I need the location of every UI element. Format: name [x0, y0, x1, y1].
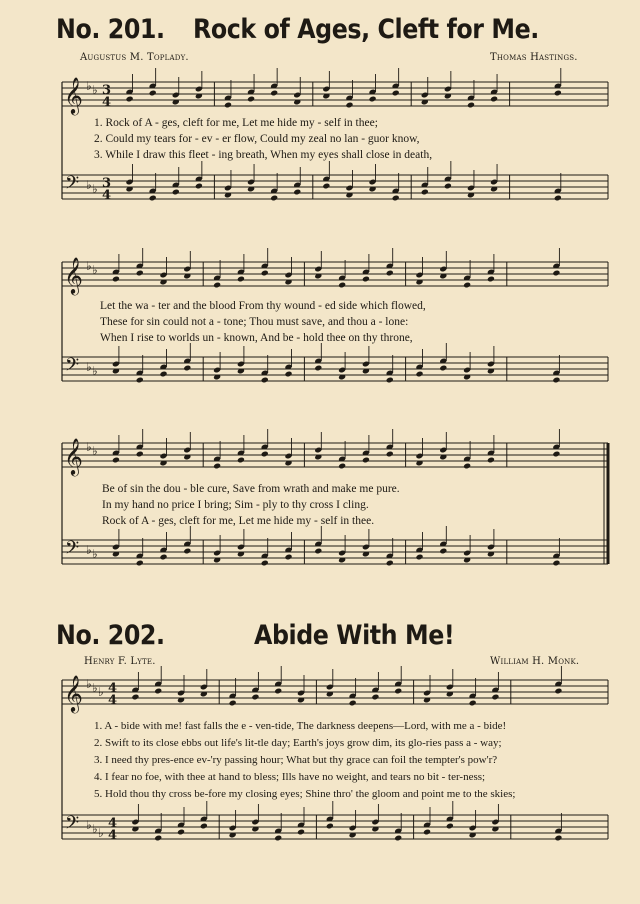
- note-head: [261, 270, 269, 277]
- lyric-line: Be of sin the dou - ble cure, Save from wrath and make me pure.: [102, 483, 400, 495]
- hymn-number: No. 201.: [56, 14, 165, 45]
- time-signature: 4: [108, 681, 118, 696]
- treble-clef: 𝄞: [64, 674, 83, 712]
- note-head: [274, 835, 282, 842]
- time-signature: 3: [102, 176, 112, 191]
- note-head: [314, 365, 322, 372]
- note-head: [261, 560, 269, 567]
- bass-clef: 𝄢: [65, 813, 80, 838]
- note-head: [469, 700, 477, 707]
- flat-sign: ♭: [86, 360, 92, 374]
- note-head: [183, 365, 191, 372]
- note-head: [463, 282, 471, 289]
- note-head: [491, 694, 499, 701]
- note-head: [177, 829, 185, 836]
- hymn-number: No. 202.: [56, 620, 165, 651]
- note-head: [112, 276, 120, 283]
- lyric-line: When I rise to worlds un - known, And be - hold thee on thy throne,: [100, 332, 413, 344]
- note-head: [126, 96, 134, 103]
- note-head: [423, 829, 431, 836]
- treble-clef: 𝄞: [64, 76, 83, 114]
- flat-sign: ♭: [92, 681, 98, 695]
- note-head: [224, 102, 232, 109]
- note-head: [392, 195, 400, 202]
- note-head: [552, 270, 560, 277]
- time-signature: 4: [102, 188, 112, 203]
- flat-sign: ♭: [86, 543, 92, 557]
- note-head: [261, 377, 269, 384]
- note-head: [270, 195, 278, 202]
- time-signature: 4: [108, 693, 118, 708]
- note-head: [136, 377, 144, 384]
- note-head: [154, 835, 162, 842]
- lyric-line: 3. While I draw this fleet - ing breath, When my eyes shall close in death,: [94, 149, 433, 161]
- note-head: [159, 554, 167, 561]
- note-head: [293, 189, 301, 196]
- note-head: [284, 371, 292, 378]
- flat-sign: ♭: [98, 826, 104, 840]
- note-head: [159, 371, 167, 378]
- note-head: [446, 823, 454, 830]
- note-head: [200, 823, 208, 830]
- time-signature: 4: [108, 828, 118, 843]
- note-head: [386, 377, 394, 384]
- treble-clef: 𝄞: [64, 256, 83, 294]
- lyric-line: 1. A - bide with me! fast falls the e - ven-tide, The darkness deepens—Lord, with me a - bide!: [94, 720, 507, 732]
- lyricist-credit: Henry F. Lyte.: [84, 656, 156, 667]
- note-head: [439, 365, 447, 372]
- hymn-title: Abide With Me!: [254, 620, 455, 651]
- lyric-line: 3. I need thy pres-ence ev-'ry passing hour; What but thy grace can foil the tempter's pow'r?: [94, 754, 498, 766]
- flat-sign: ♭: [92, 83, 98, 97]
- note-head: [149, 195, 157, 202]
- lyric-line: In my hand no price I bring; Sim - ply to thy cross I cling.: [102, 499, 369, 511]
- composer-credit: William H. Monk.: [490, 656, 580, 667]
- note-head: [322, 183, 330, 190]
- note-head: [172, 189, 180, 196]
- note-head: [112, 457, 120, 464]
- lyric-line: Let the wa - ter and the blood From thy wound - ed side which flowed,: [100, 300, 426, 312]
- bass-clef: 𝄢: [65, 355, 80, 380]
- note-head: [415, 554, 423, 561]
- flat-sign: ♭: [92, 822, 98, 836]
- note-head: [554, 90, 562, 97]
- flat-sign: ♭: [86, 259, 92, 273]
- note-head: [371, 694, 379, 701]
- note-head: [284, 554, 292, 561]
- time-signature: 3: [102, 83, 112, 98]
- note-head: [554, 688, 562, 695]
- note-head: [369, 96, 377, 103]
- lyric-line: These for sin could not a - tone; Thou must save, and thou a - lone:: [100, 316, 409, 328]
- flat-sign: ♭: [98, 685, 104, 699]
- note-head: [552, 451, 560, 458]
- note-head: [237, 457, 245, 464]
- note-head: [392, 90, 400, 97]
- flat-sign: ♭: [86, 178, 92, 192]
- flat-sign: ♭: [92, 263, 98, 277]
- flat-sign: ♭: [86, 677, 92, 691]
- lyric-line: 2. Swift to its close ebbs out life's lit-tle day; Earth's joys grow dim, its glo-ries pass a - way;: [94, 737, 502, 749]
- flat-sign: ♭: [86, 79, 92, 93]
- note-head: [345, 102, 353, 109]
- note-head: [463, 463, 471, 470]
- note-head: [444, 183, 452, 190]
- note-head: [183, 548, 191, 555]
- bass-clef: 𝄢: [65, 173, 80, 198]
- note-head: [149, 90, 157, 97]
- note-head: [439, 548, 447, 555]
- lyric-line: 4. I fear no foe, with thee at hand to bless; Ills have no weight, and tears no bit - ter-ness;: [94, 771, 486, 783]
- flat-sign: ♭: [92, 547, 98, 561]
- hymn-title: Rock of Ages, Cleft for Me.: [193, 14, 539, 45]
- note-head: [136, 270, 144, 277]
- note-head: [338, 282, 346, 289]
- lyric-line: 2. Could my tears for - ev - er flow, Could my zeal no lan - guor know,: [94, 133, 420, 145]
- note-head: [274, 688, 282, 695]
- treble-clef: 𝄞: [64, 437, 83, 475]
- note-head: [386, 270, 394, 277]
- note-head: [195, 183, 203, 190]
- flat-sign: ♭: [92, 364, 98, 378]
- bass-clef: 𝄢: [65, 538, 80, 563]
- note-head: [415, 371, 423, 378]
- flat-sign: ♭: [92, 182, 98, 196]
- note-head: [251, 694, 259, 701]
- flat-sign: ♭: [92, 444, 98, 458]
- note-head: [394, 688, 402, 695]
- note-head: [487, 457, 495, 464]
- composer-credit: Thomas Hastings.: [490, 52, 578, 63]
- note-head: [487, 276, 495, 283]
- note-head: [154, 688, 162, 695]
- note-head: [386, 451, 394, 458]
- note-head: [552, 560, 560, 567]
- time-signature: 4: [102, 95, 112, 110]
- note-head: [362, 276, 370, 283]
- note-head: [554, 195, 562, 202]
- note-head: [213, 463, 221, 470]
- lyric-line: 1. Rock of A - ges, cleft for me, Let me hide my - self in thee;: [94, 117, 378, 129]
- note-head: [229, 700, 237, 707]
- note-head: [394, 835, 402, 842]
- flat-sign: ♭: [86, 440, 92, 454]
- note-head: [136, 451, 144, 458]
- note-head: [237, 276, 245, 283]
- note-head: [490, 96, 498, 103]
- lyric-line: Rock of A - ges, cleft for me, Let me hide my - self in thee.: [102, 515, 375, 527]
- note-head: [247, 96, 255, 103]
- note-head: [131, 694, 139, 701]
- note-head: [349, 700, 357, 707]
- lyricist-credit: Augustus M. Toplady.: [80, 52, 189, 63]
- flat-sign: ♭: [86, 818, 92, 832]
- note-head: [386, 560, 394, 567]
- note-head: [314, 548, 322, 555]
- note-head: [467, 102, 475, 109]
- note-head: [362, 457, 370, 464]
- note-head: [270, 90, 278, 97]
- note-head: [326, 823, 334, 830]
- lyric-line: 5. Hold thou thy cross be-fore my closing eyes; Shine thro' the gloom and point me to the skies;: [94, 788, 516, 800]
- note-head: [297, 829, 305, 836]
- note-head: [136, 560, 144, 567]
- note-head: [261, 451, 269, 458]
- note-head: [338, 463, 346, 470]
- note-head: [552, 377, 560, 384]
- note-head: [554, 835, 562, 842]
- note-head: [421, 189, 429, 196]
- note-head: [213, 282, 221, 289]
- time-signature: 4: [108, 816, 118, 831]
